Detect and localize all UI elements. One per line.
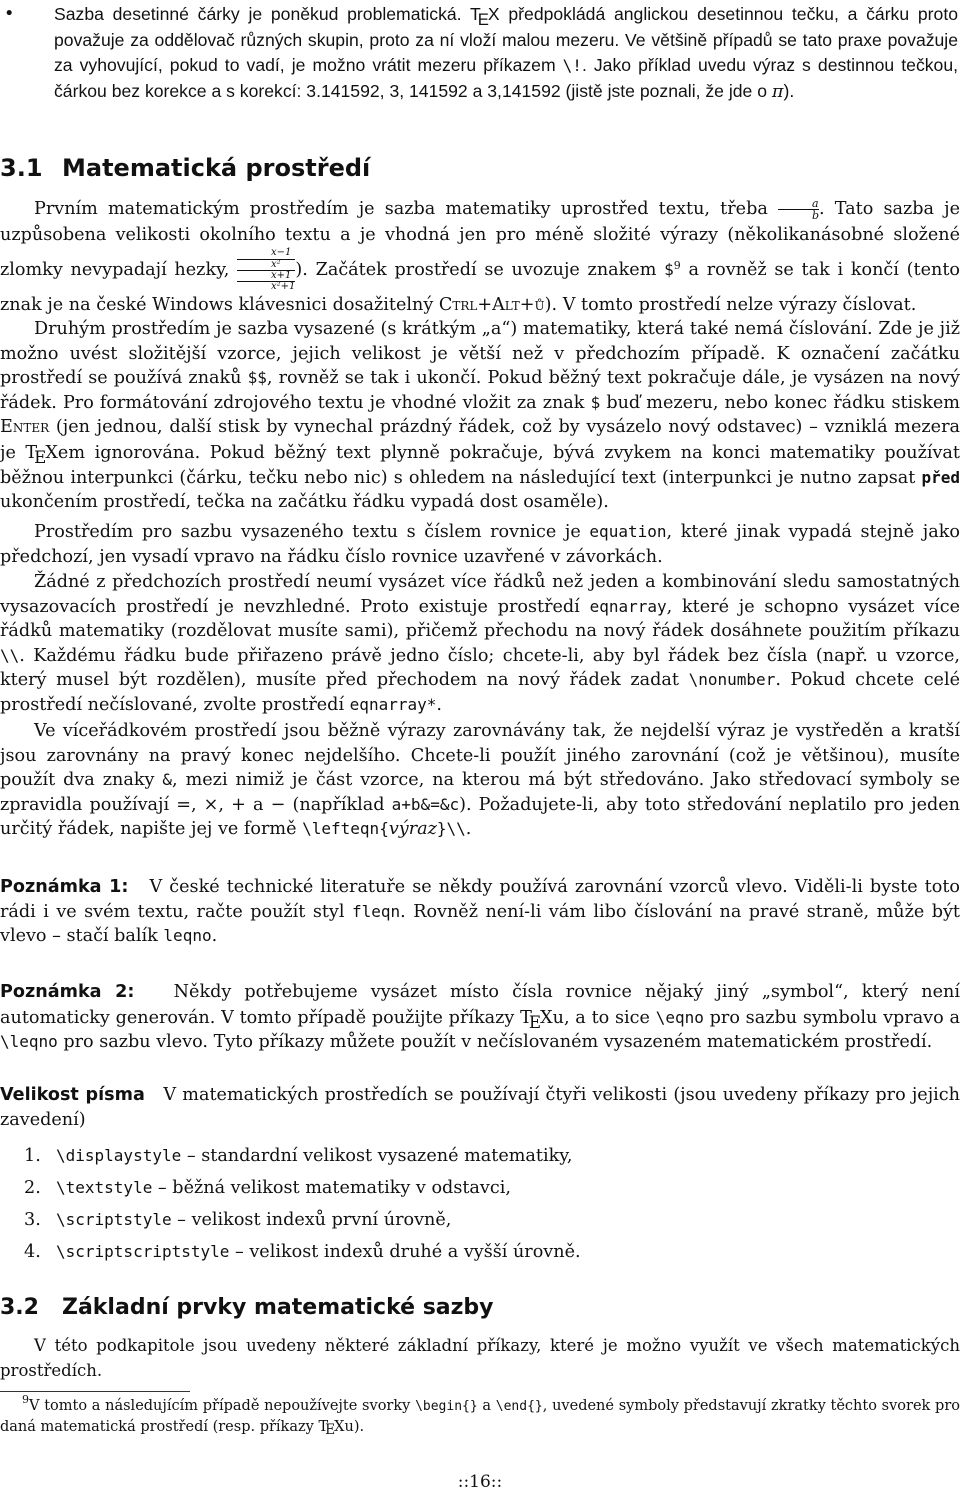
paragraph-eqnarray: Žádné z předchozích prostředí neumí vysázet více řádků než jeden a kombinování sledu samostatných vysazovacích prostředí je nevzhledné. Proto existuje prostředí eqnarray, které je schopno vysázet více řádků matematiky (rozdělovat musíte sami), přičemž přechodu na nový řádek dosáhnete použitím příkazu \\. Každému řádku bude přiřazeno právě jedno číslo; chcete-li, aby byl řádek bez čísla (např. u vzorce, který musel být rozdělen), musíte před přechodem na nový řádek zadat \nonumber. Pokud chcete celé prostředí nečíslované, zvolte prostředí eqnarray*. (0, 572, 960, 715)
section-title: Matematická prostředí (62, 154, 371, 182)
footnote-mark: 9 (22, 1393, 29, 1406)
font-size-list (0, 1140, 960, 1268)
footnote: $^9$V tomto a následujícím případě nepoužívejte svorky \begin{} a \end{}, uvedené symboly představují zkratky těchto svorek pro daná matematická prostředí (resp. příkazy TEXu). (0, 1393, 960, 1438)
paragraph-alignment: Ve víceřádkovém prostředí jsou běžně výrazy zarovnávány tak, že nejdelší výraz je vystředěn a kratší jsou zarovnány na pravý konec nejdelšího. Chcete-li použít jiného zarovnání (což je většinou), musíte použít dva znaky &, mezi nimiž je část vzorce, na kterou má být středováno. Jako středovací symboly se zpravidla používají =, ×, + a − (například a+b&=&c). Požadujete-li, aby toto středování neplatilo pro jeden určitý řádek, napište jej ve formě \lefteqn{výraz}\\. (0, 721, 960, 840)
tex-logo: TEX (520, 1007, 553, 1032)
paragraph-label: Velikost písma (0, 1085, 145, 1105)
fraction-a-b: $\frac{a}{b}$ (778, 198, 819, 221)
list-item: 2. \textstyle – běžná velikost matematiky v odstavci, (24, 1178, 511, 1198)
paragraph-equation: Prostředím pro sazbu vysazeného textu s číslem rovnice je equation, které jinak vypadá stejně jako předchozí, jen vysadí vpravo na řádku číslo rovnice uzavřené v závorkách. (0, 522, 960, 567)
tex-logo: TEX (318, 1419, 345, 1438)
key-enter: Enter (0, 417, 50, 438)
nested-fraction: x−1 x² x+1 x²+1 (237, 248, 295, 292)
note-2: Poznámka 2: Někdy potřebujeme vysázet místo čísla rovnice nějaký jiný „symbol“, který není automaticky generován. V tomto případě použijte příkazy TEXu, a to sice \eqno pro sazbu symbolu vpravo a \leqno pro sazbu vlevo. Tyto příkazy můžete použít v nečíslovaném vysazeném matematickém prostředí. (0, 982, 960, 1053)
section-3-2-text: V této podkapitole jsou uvedeny některé základní příkazy, které je možno využít ve všech matematických prostředích. (0, 1336, 960, 1380)
section-number: 3.1 (0, 154, 43, 182)
inline-code: $ (664, 260, 674, 279)
note-label: Poznámka 2: (0, 982, 135, 1002)
list-item: 3. \scriptstyle – velikost indexů první úrovně, (24, 1210, 452, 1230)
tex-logo: TEX (25, 442, 58, 467)
section-heading-3-2 (0, 1293, 960, 1323)
paragraph-display-math: Druhým prostředím je sazba vysazené (s krátkým „a“) matematiky, která také nemá číslování. Zde je již možno uvést složitější vzorce, jejich velikost je větší než v předchozím případě. K označení začátku prostředí se používá znaků $$, rovněž se tak i ukončí. Pokud běžný text pokračuje dále, je vysázen na nový řádek. Pro formátování zdrojového textu je vhodné vložit za znak $ buď mezeru, nebo konec řádku stiskem Enter (jen jednou, další stisk by vynechal prázdný řádek, což by vysázelo nový odstavec) – vzniklá mezera je TEXem ignorována. Pokud běžný text plynně pokračuje, bývá zvykem na konci matematiky používat běžnou interpunkci (čárku, tečku nebo nic) s ohledem na následující text (interpunkci je nutno zapsat před ukončením prostředí, tečka na začátku řádku vypadá dost osaměle). (0, 319, 960, 513)
footnote-divider (0, 1391, 190, 1392)
tex-logo: TEX (470, 4, 500, 29)
keyboard-shortcut: Ctrl+Alt+ů (438, 295, 545, 315)
list-item: 4. \scriptscriptstyle – velikost indexů druhé a vyšší úrovně. (24, 1242, 581, 1262)
section-number: 3.2 (0, 1295, 39, 1320)
list-item: 1. \displaystyle – standardní velikost vysazené matematiky, (24, 1146, 573, 1166)
section-heading-3-1 (0, 153, 960, 183)
note-1: Poznámka 1: V české technické literatuře se někdy používá zarovnání vzorců vlevo. Viděli-li byste toto rádi i ve svém textu, račte použít styl fleqn. Rovněž není-li vám libo číslování na pravé straně, může být vlevo – stačí balík leqno. (0, 877, 960, 947)
section-title: Základní prvky matematické sazby (62, 1295, 494, 1320)
footnote-ref: 9 (673, 259, 681, 272)
bullet-item (0, 2, 960, 104)
paragraph-inline-math: Prvním matematickým prostředím je sazba matematiky uprostřed textu, třeba $\frac{a}{b}$ . Tato sazba je uzpůsobena velikosti okolního textu a je vhodná jen pro méně složité výrazy (několikanásobné složené zlomky nevypadají hezky, x−1 x² x+1 x²+1 ). Začátek prostředí se uvozuje znakem \$$^9$ a rovněž se tak i končí (tento znak je na české Windows klávesnici dosažitelný Ctrl+Alt+ů). V tomto prostředí nelze výrazy číslovat. (0, 196, 960, 315)
page-number: ::16:: (457, 1472, 503, 1492)
font-size-section: Velikost písma V matematických prostředích se používají čtyři velikosti (jsou uvedeny příkazy pro jejich zavedení) (0, 1085, 960, 1130)
bullet-paragraph: Sazba desetinné čárky je poněkud problematická. TEX předpokládá anglickou desetinnou tečku, a čárku proto považuje za oddělovač různých skupin, proto za ní vloží malou mezeru. Ve většině případů se tato praxe považuje za vyhovující, pokud to vadí, je možno vrátit mezeru příkazem \!. Jako příklad uvedu výraz s destinnou tečkou, čárkou bez korekce a s korekcí: 3.141592, 3, 141592 a 3,141592 (jistě jste poznali, že jde o π). (54, 4, 958, 102)
inline-code: \! (562, 56, 582, 76)
bullet-marker: • (4, 4, 15, 24)
note-label: Poznámka 1: (0, 877, 129, 897)
